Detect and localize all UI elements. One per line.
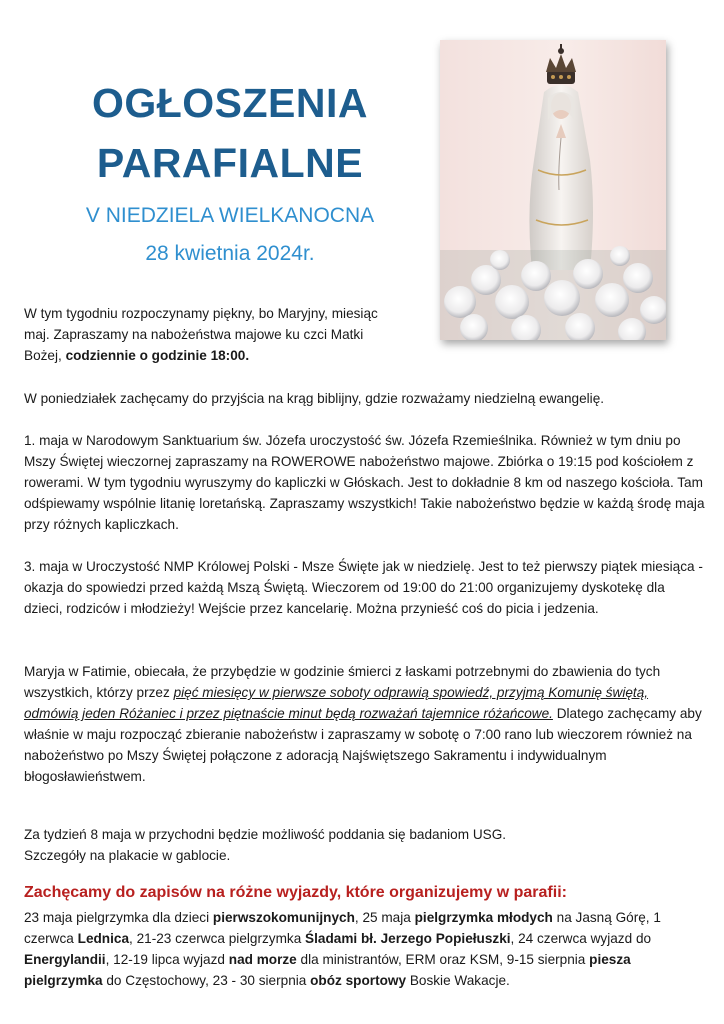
trips-text: na Jasną Górę, 1 czerwca bbox=[24, 910, 661, 946]
bible-circle-paragraph: W poniedziałek zachęcamy do przyjścia na krąg biblijny, gdzie rozważamy niedzielną ewangelię. bbox=[24, 391, 605, 406]
trip-highlight: Śladami bł. Jerzego Popiełuszki bbox=[305, 931, 511, 946]
page-title-line-2: PARAFIALNE bbox=[96, 140, 364, 186]
trip-highlight: piesza pielgrzymka bbox=[24, 952, 631, 988]
page-title-line-1: OGŁOSZENIA bbox=[91, 80, 369, 126]
trips-text: do Częstochowy, 23 - 30 sierpnia bbox=[102, 973, 311, 988]
usg-line-1: Za tydzień 8 maja w przychodni będzie możliwość poddania się badaniom USG. bbox=[24, 827, 507, 842]
subtitle-date: 28 kwietnia 2024r. bbox=[145, 242, 315, 265]
trips-text: dla ministrantów, ERM oraz KSM, 9-15 sierpnia bbox=[296, 952, 590, 967]
trip-highlight: obóz sportowy bbox=[310, 973, 407, 988]
trip-highlight: nad morze bbox=[228, 952, 297, 967]
trips-text: , 24 czerwca wyjazd do bbox=[510, 931, 652, 946]
fatima-paragraph bbox=[24, 661, 706, 787]
may-1-paragraph: 1. maja w Narodowym Sanktuarium św. Józefa uroczystość św. Józefa Rzemieślnika. Również w tym dniu po Mszy Świętej wieczornej zapraszamy na ROWEROWE nabożeństwo majowe. Zbiórka o 19:15 pod kościołem z rowerami. W tym tygodniu wyruszymy do kapliczki w Głóskach. Jest to dokładnie 8 km od naszego kościoła. Tam odśpiewamy wspólnie litanię loretańską. Zapraszamy wszystkich! Takie nabożeństwo będzie w każdą środę maja przy różnych kapliczkach. bbox=[24, 433, 705, 532]
may-devotions-text: W tym tygodniu rozpoczynamy piękny, bo Maryjny, miesiąc maj. Zapraszamy na nabożeństwa majowe ku czci Matki Bożej, bbox=[24, 306, 378, 363]
trip-highlight: Energylandii bbox=[24, 952, 106, 967]
subtitle-line-1: V NIEDZIELA WIELKANOCNA bbox=[85, 204, 375, 227]
may-devotions-time: codziennie o godzinie 18:00. bbox=[65, 348, 250, 363]
fatima-promise-underlined: pięć miesięcy w pierwsze soboty odprawią spowiedź, przyjmą Komunię świętą, odmówią jeden Różaniec i przez piętnaście minut będą rozważań tajemnice różańcowe. bbox=[24, 685, 649, 721]
trips-text: 23 maja pielgrzymka dla dzieci bbox=[24, 910, 213, 925]
madonna-statue-photo bbox=[440, 40, 666, 340]
white-roses bbox=[440, 246, 666, 340]
trips-text: , 12-19 lipca wyjazd bbox=[105, 952, 229, 967]
trip-highlight: pierwszokomunijnych bbox=[212, 910, 355, 925]
trips-text: , 25 maja bbox=[354, 910, 415, 925]
trips-heading: Zachęcamy do zapisów na różne wyjazdy, które organizujemy w parafii: bbox=[24, 884, 567, 901]
trips-text: , 21-23 czerwca pielgrzymka bbox=[129, 931, 306, 946]
usg-line-2: Szczegóły na plakacie w gablocie. bbox=[24, 848, 231, 863]
fatima-text-before: Maryja w Fatimie, obiecała, że przybędzie w godzinie śmierci z łaskami potrzebnymi do zbawienia do tych wszystkich, którzy przez bbox=[24, 664, 661, 700]
fatima-text-after: Dlatego zachęcamy aby właśnie w maju rozpocząć zbieranie nabożeństw i zapraszamy w sobotę o 7:00 rano lub wieczorem również na nabożeństwo po Mszy Świętej połączone z adoracją Najświętszego Sakramentu i indywidualnym błogosławieństwem. bbox=[24, 706, 702, 784]
may-3-paragraph: 3. maja w Uroczystość NMP Królowej Polski - Msze Święte jak w niedzielę. Jest to też pierwszy piątek miesiąca - okazja do spowiedzi przed każdą Mszą Świętą. Wieczorem od 19:00 do 21:00 organizujemy dyskotekę dla dzieci, rodziców i młodzieży! Wejście przez kancelarię. Można przynieść coś do picia i jedzenia. bbox=[24, 559, 703, 616]
trip-highlight: Lednica bbox=[77, 931, 130, 946]
trips-text: Boskie Wakacje. bbox=[406, 973, 510, 988]
trip-highlight: pielgrzymka młodych bbox=[414, 910, 553, 925]
may-devotions-paragraph bbox=[24, 303, 404, 366]
usg-paragraph bbox=[24, 824, 706, 866]
trips-paragraph bbox=[24, 907, 706, 991]
